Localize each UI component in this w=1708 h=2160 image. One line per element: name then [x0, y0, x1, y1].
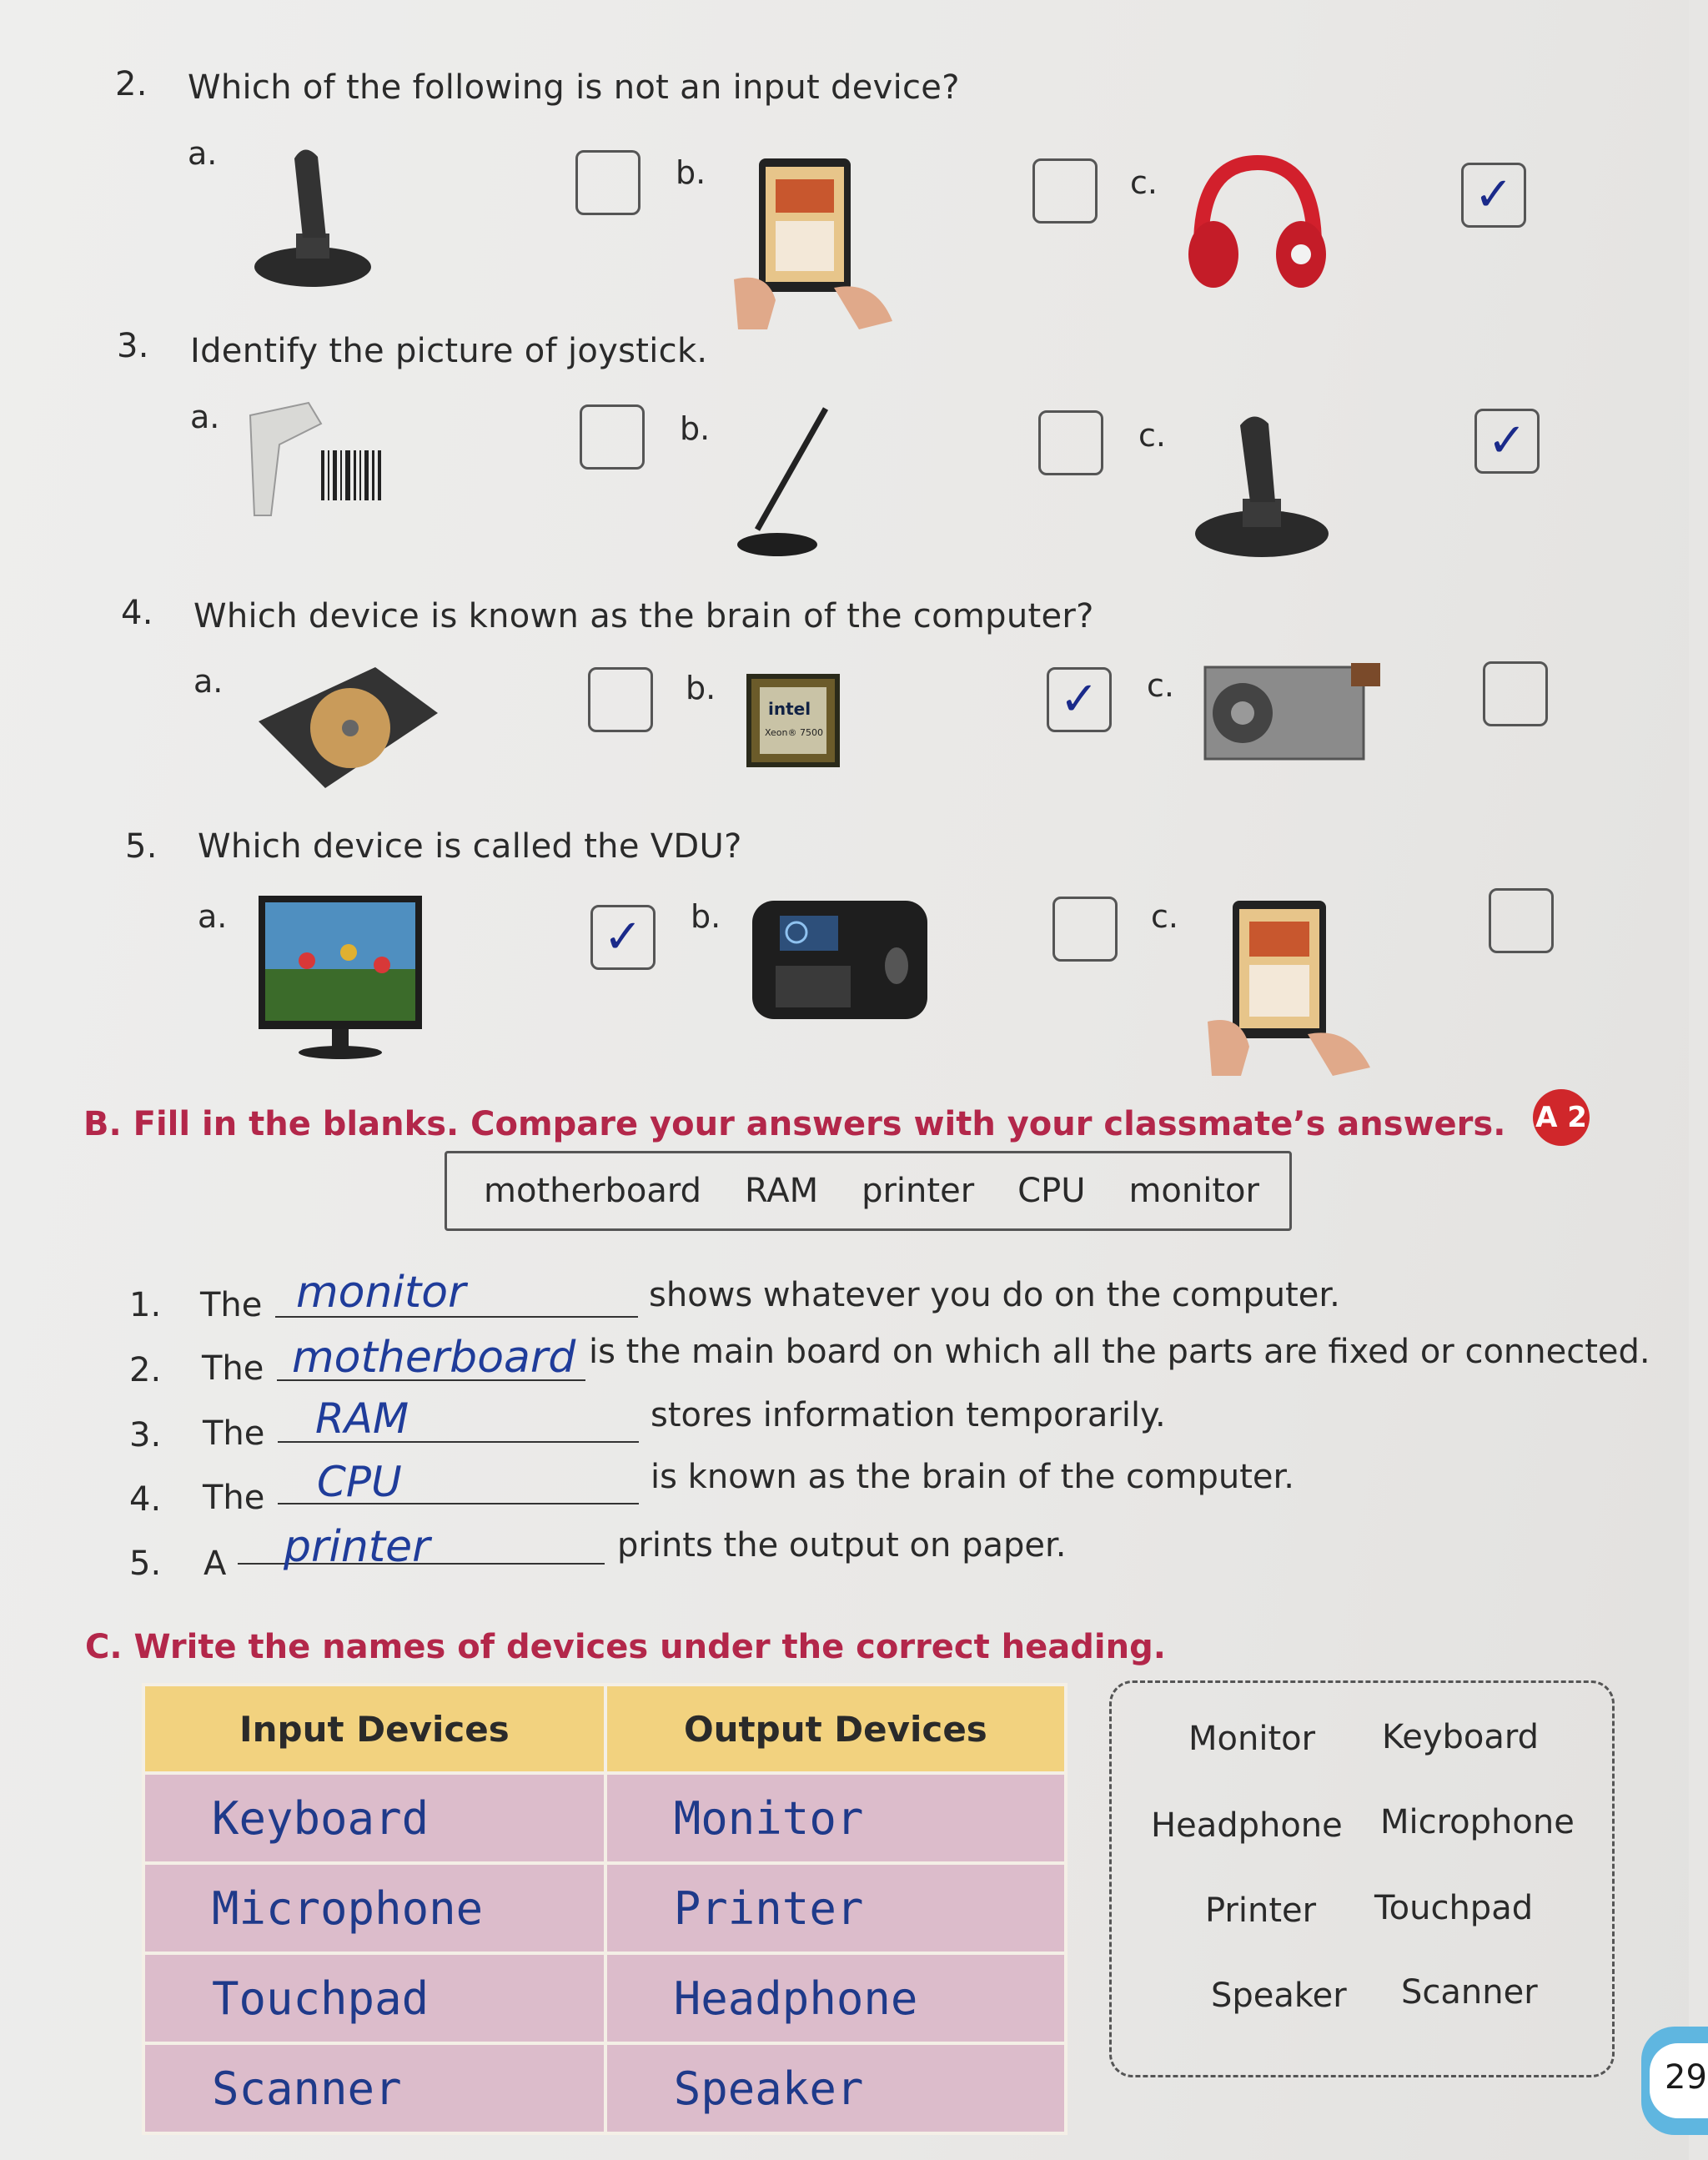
question-text: Which device is called the VDU? — [198, 827, 742, 866]
level-badge: A 2 — [1533, 1089, 1590, 1146]
option-label: b. — [686, 670, 716, 706]
option-label: a. — [188, 135, 218, 172]
fill-blank-number: 2. — [129, 1351, 162, 1389]
fill-blank-number: 3. — [129, 1416, 162, 1454]
input-device-cell[interactable]: Touchpad — [143, 1953, 605, 2043]
option-label: c. — [1151, 898, 1178, 935]
table-row — [143, 1863, 1066, 1953]
output-device-cell[interactable]: Speaker — [605, 2043, 1066, 2133]
fill-blank-suffix: is known as the brain of the computer. — [651, 1458, 1294, 1496]
input-device-cell[interactable]: Microphone — [143, 1863, 605, 1953]
biometric-device-icon — [751, 899, 930, 1022]
checkbox[interactable] — [575, 150, 640, 215]
checkbox[interactable] — [1032, 158, 1098, 224]
fill-blank-prefix: The — [203, 1414, 265, 1453]
option-label: c. — [1130, 164, 1158, 201]
fill-blank-prefix: The — [202, 1349, 264, 1388]
section-title-text: Fill in the blanks. Compare your answers with your classmate’s answers. — [133, 1105, 1506, 1143]
option-label: b. — [676, 154, 706, 191]
section-letter: C. — [85, 1628, 123, 1666]
tablet-icon — [1208, 897, 1370, 1076]
checkbox[interactable] — [588, 667, 653, 732]
option-label: c. — [1147, 667, 1174, 704]
page-number: 29 — [1665, 2058, 1707, 2097]
power-supply-icon — [1201, 655, 1384, 763]
word-box-item: Touchpad — [1374, 1889, 1534, 1927]
section-c-title — [85, 1628, 1166, 1666]
fill-blank-prefix: The — [200, 1286, 263, 1324]
fill-blank-number: 1. — [129, 1286, 162, 1324]
option-label: a. — [190, 399, 220, 435]
hard-disk-icon — [250, 663, 442, 796]
word-bank-item: printer — [862, 1172, 975, 1210]
checkbox[interactable] — [1052, 897, 1118, 962]
word-bank — [445, 1151, 1292, 1231]
fill-blank-prefix: The — [203, 1479, 265, 1517]
question-text: Identify the picture of joystick. — [190, 332, 708, 370]
joystick-icon — [1188, 409, 1334, 563]
word-bank-item: RAM — [745, 1172, 819, 1210]
word-bank-item: motherboard — [484, 1172, 702, 1210]
option-label: c. — [1138, 417, 1166, 454]
output-devices-header: Output Devices — [605, 1685, 1066, 1773]
checkbox[interactable] — [1489, 888, 1554, 953]
word-box-item: Keyboard — [1382, 1718, 1540, 1756]
checkbox[interactable] — [1038, 410, 1103, 475]
input-device-cell[interactable]: Keyboard — [143, 1773, 605, 1863]
checkbox[interactable] — [1483, 661, 1548, 726]
handwritten-answer[interactable]: RAM — [315, 1394, 409, 1443]
word-box-item: Headphone — [1151, 1806, 1343, 1845]
question-number: 3. — [117, 327, 149, 365]
checkbox-checked[interactable]: ✓ — [1461, 163, 1526, 228]
question-number: 2. — [115, 65, 148, 103]
checkbox-checked[interactable]: ✓ — [1474, 409, 1540, 474]
checkbox-checked[interactable]: ✓ — [590, 905, 656, 970]
fill-blank-suffix: stores information temporarily. — [651, 1396, 1166, 1434]
section-letter: B. — [83, 1105, 122, 1143]
question-number: 5. — [125, 827, 158, 866]
word-box-item: Printer — [1205, 1891, 1317, 1930]
word-box-item: Speaker — [1211, 1977, 1347, 2015]
fill-blank-suffix: shows whatever you do on the computer. — [649, 1276, 1340, 1314]
fill-blank-suffix: prints the output on paper. — [617, 1526, 1067, 1565]
word-bank-item: monitor — [1128, 1172, 1259, 1210]
monitor-icon — [257, 894, 424, 1061]
question-number: 4. — [121, 594, 153, 632]
checkbox[interactable] — [580, 404, 645, 470]
fill-blank-prefix: A — [203, 1545, 227, 1583]
word-box — [1109, 1680, 1615, 2077]
cpu-chip-icon — [746, 674, 840, 767]
fill-blank-number: 4. — [129, 1480, 162, 1519]
table-row — [143, 1773, 1066, 1863]
word-box-item: Microphone — [1380, 1803, 1575, 1841]
device-table — [142, 1683, 1068, 2135]
headphones-icon — [1184, 154, 1330, 296]
option-label: b. — [691, 898, 721, 935]
microphone-icon — [734, 404, 851, 563]
handwritten-answer[interactable]: motherboard — [292, 1333, 576, 1383]
page-number-tab — [1641, 2027, 1708, 2135]
handwritten-answer[interactable]: CPU — [317, 1458, 402, 1506]
question-text: Which device is known as the brain of the computer? — [193, 597, 1094, 635]
chip-model: Xeon® 7500 — [765, 727, 824, 738]
table-row — [143, 2043, 1066, 2133]
section-title-text: Write the names of devices under the correct heading. — [133, 1628, 1166, 1666]
output-device-cell[interactable]: Printer — [605, 1863, 1066, 1953]
word-bank-item: CPU — [1017, 1172, 1086, 1210]
joystick-icon — [246, 142, 379, 292]
table-row — [143, 1953, 1066, 2043]
barcode-scanner-icon — [242, 399, 400, 524]
input-device-cell[interactable]: Scanner — [143, 2043, 605, 2133]
word-box-item: Scanner — [1401, 1973, 1538, 2012]
fill-blank-suffix: is the main board on which all the parts are fixed or connected. — [589, 1333, 1650, 1371]
option-label: a. — [198, 898, 228, 935]
option-label: b. — [680, 410, 711, 447]
section-b-title — [83, 1105, 1505, 1143]
checkbox-checked[interactable]: ✓ — [1047, 667, 1112, 732]
fill-blank-number: 5. — [129, 1545, 162, 1583]
word-box-item: Monitor — [1188, 1720, 1316, 1758]
question-text: Which of the following is not an input device? — [188, 68, 960, 107]
chip-brand: intel — [768, 699, 811, 719]
input-devices-header: Input Devices — [143, 1685, 605, 1773]
handwritten-answer[interactable]: printer — [284, 1522, 430, 1572]
output-device-cell[interactable]: Monitor — [605, 1773, 1066, 1863]
output-device-cell[interactable]: Headphone — [605, 1953, 1066, 2043]
option-label: a. — [193, 663, 224, 700]
tablet-icon — [734, 154, 892, 329]
handwritten-answer[interactable]: monitor — [296, 1268, 466, 1318]
